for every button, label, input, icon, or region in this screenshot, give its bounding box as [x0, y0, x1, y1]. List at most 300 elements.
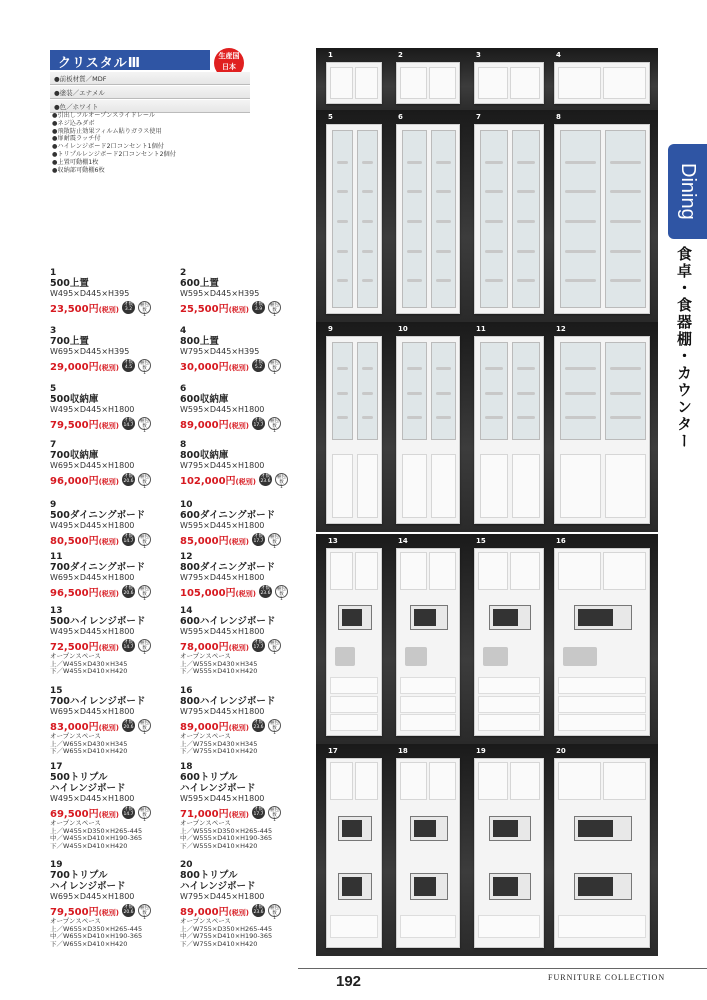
dishware [436, 392, 451, 395]
upper-door [558, 552, 601, 590]
dishware [610, 190, 641, 193]
cabinet [474, 124, 544, 314]
microwave [489, 605, 531, 629]
glass-door [480, 130, 508, 308]
tax-note: (税別) [98, 478, 119, 486]
product-name: 700トリプル ハイレンジボード [50, 870, 126, 892]
product-price [50, 805, 119, 820]
capacity-label: 才数 [124, 534, 133, 539]
product-name: 800ダイニングボード [180, 562, 276, 573]
product-dimensions: W695×D445×H1800 [50, 573, 135, 582]
product-number: 16 [180, 686, 193, 696]
dishware [337, 250, 348, 253]
capacity-value: 17.7 [253, 423, 264, 428]
capacity-value: 17.7 [253, 539, 264, 544]
tax-note: (税別) [235, 478, 256, 486]
price-value: 89,000円 [180, 722, 229, 733]
dishware [565, 250, 596, 253]
product-price [180, 532, 249, 547]
product-number: 20 [180, 860, 193, 870]
package-badge [138, 533, 151, 550]
open-space-spec: 上／W755×D350×H265-445 [180, 924, 273, 933]
open-space-spec: 上／W755×D430×H345 [180, 739, 258, 748]
category-tab-dining[interactable]: Dining [668, 144, 707, 239]
dishware [337, 392, 348, 395]
open-space-spec: オープンスペース [50, 732, 101, 740]
open-space-spec: オープンスペース [50, 652, 101, 660]
glass-door [605, 342, 646, 440]
capacity-value: 14.7 [123, 645, 134, 650]
price-value: 23,500円 [50, 304, 99, 315]
product-price [180, 416, 249, 431]
upper-door [478, 762, 508, 800]
rice-cooker [483, 647, 508, 666]
cabinet [474, 758, 544, 948]
price-row [50, 472, 180, 490]
product-item [180, 268, 310, 318]
price-value: 96,000円 [50, 476, 99, 487]
product-name: 600ハイレンジボード [180, 616, 276, 627]
drawer [558, 714, 646, 731]
upper-door [603, 762, 646, 800]
package-badge [138, 301, 151, 318]
package-label: 梱包数 [140, 587, 149, 597]
spec-finish: ●塗装／エナメル [50, 86, 250, 99]
dishware [337, 161, 348, 164]
tax-note: (税別) [98, 811, 119, 819]
price-row [50, 584, 180, 602]
dishware [485, 220, 503, 223]
capacity-label: 才数 [124, 720, 133, 725]
package-label: 梱包数 [270, 721, 279, 731]
upper-door [330, 552, 353, 590]
package-badge [138, 904, 151, 921]
dishware [485, 250, 503, 253]
dishware [362, 250, 373, 253]
dishware [436, 279, 451, 282]
upper-door [510, 552, 540, 590]
open-space-spec: オープンスペース [50, 819, 101, 827]
capacity-badge [252, 806, 265, 819]
capacity-value: 14.7 [123, 539, 134, 544]
capacity-badge [122, 473, 135, 486]
product-price [180, 472, 256, 487]
feature-item: ●トリプルレンジボード2口コンセント2個付 [52, 150, 176, 158]
product-price [180, 903, 249, 918]
capacity-badge [122, 301, 135, 314]
dishware [565, 416, 596, 419]
tax-note: (税別) [228, 364, 249, 372]
cabinet [554, 62, 650, 104]
capacity-value: 23.6 [260, 591, 271, 596]
package-badge [138, 719, 151, 736]
capacity-value: 23.6 [253, 725, 264, 730]
open-space-spec: 上／W555×D350×H265-445 [180, 826, 273, 835]
package-label: 梱包数 [270, 303, 279, 313]
dishware [485, 161, 503, 164]
open-space-spec: 下／W755×D410×H420 [180, 939, 258, 948]
dishware [485, 190, 503, 193]
open-space-spec: 上／W455×D350×H265-445 [50, 826, 143, 835]
product-number: 11 [50, 552, 63, 562]
cabinet [326, 124, 382, 314]
upper-door [429, 552, 456, 590]
upper-door [330, 762, 353, 800]
glass-door [332, 342, 353, 440]
capacity-value: 20.6 [123, 591, 134, 596]
package-value: 1 [273, 313, 276, 318]
capacity-label: 才数 [124, 905, 133, 910]
price-value: 89,000円 [180, 907, 229, 918]
capacity-badge [122, 359, 135, 372]
product-dimensions: W595×D445×H1800 [180, 794, 265, 803]
cabinet [554, 758, 650, 948]
microwave [338, 605, 372, 629]
dishware [517, 367, 535, 370]
package-badge [138, 806, 151, 823]
product-number: 13 [50, 606, 63, 616]
dishware [407, 250, 422, 253]
package-value: 1 [273, 371, 276, 376]
drawer [558, 677, 646, 694]
rice-cooker [563, 647, 597, 666]
dishware [337, 279, 348, 282]
spec-material: ●前板材質／MDF [50, 72, 250, 85]
product-price [180, 638, 249, 653]
product-item [50, 326, 180, 376]
tax-note: (税別) [98, 422, 119, 430]
dishware [565, 367, 596, 370]
spec-color: ●色／ホワイト [50, 100, 250, 113]
price-value: 83,000円 [50, 722, 99, 733]
package-label: 梱包数 [276, 587, 286, 597]
package-badge [268, 639, 281, 656]
tax-note: (税別) [228, 422, 249, 430]
dishware [436, 416, 451, 419]
cabinet [326, 548, 382, 736]
open-space-spec: 上／W455×D430×H345 [50, 659, 128, 668]
oven [410, 873, 448, 900]
tax-note: (税別) [228, 909, 249, 917]
price-value: 79,500円 [50, 907, 99, 918]
capacity-badge [252, 359, 265, 372]
dishware [407, 279, 422, 282]
capacity-label: 才数 [260, 474, 270, 479]
dishware [610, 279, 641, 282]
product-dimensions: W695×D445×H1800 [50, 892, 135, 901]
glass-door [560, 130, 601, 308]
product-price [180, 805, 249, 820]
capacity-badge [252, 639, 265, 652]
capacity-label: 才数 [124, 807, 133, 812]
capacity-label: 才数 [254, 534, 263, 539]
series-title: クリスタルⅢ [50, 50, 210, 70]
dishware [485, 416, 503, 419]
package-label: 梱包数 [140, 721, 149, 731]
capacity-value: 23.6 [253, 910, 264, 915]
dishware [517, 416, 535, 419]
price-row [50, 358, 180, 376]
tax-note: (税別) [228, 538, 249, 546]
dishware [337, 416, 348, 419]
package-value: 1 [280, 485, 283, 490]
upper-door [400, 552, 427, 590]
open-space-spec: オープンスペース [180, 732, 231, 740]
capacity-badge [259, 585, 272, 598]
dishware [565, 392, 596, 395]
product-dimensions: W695×D445×H1800 [50, 707, 135, 716]
capacity-label: 才数 [254, 360, 263, 365]
capacity-badge [122, 639, 135, 652]
dishware [485, 367, 503, 370]
upper-door [478, 552, 508, 590]
package-label: 梱包数 [140, 808, 149, 818]
capacity-value: 4.5 [124, 365, 133, 370]
tax-note: (税別) [228, 306, 249, 314]
package-badge [268, 359, 281, 376]
cabinet [326, 336, 382, 524]
photo-label: 18 [398, 747, 408, 755]
package-value: 1 [273, 429, 276, 434]
product-price [50, 638, 119, 653]
photo-label: 9 [328, 325, 333, 333]
cabinet [474, 62, 544, 104]
tax-note: (税別) [228, 644, 249, 652]
capacity-badge [122, 417, 135, 430]
dishware [407, 416, 422, 419]
cabinet [396, 758, 460, 948]
dishware [362, 416, 373, 419]
product-number: 17 [50, 762, 63, 772]
dishware [610, 161, 641, 164]
package-badge [275, 473, 288, 490]
open-space-spec: 下／W455×D410×H420 [50, 841, 128, 850]
product-dimensions: W495×D445×H395 [50, 289, 130, 298]
glass-door [480, 342, 508, 440]
cabinet [554, 336, 650, 524]
package-label: 梱包数 [270, 906, 279, 916]
package-badge [275, 585, 288, 602]
capacity-badge [252, 301, 265, 314]
dishware [517, 190, 535, 193]
open-space-spec: オープンスペース [180, 917, 231, 925]
tax-note: (税別) [98, 909, 119, 917]
feature-item: ●扉耐震ラッチ付 [52, 135, 101, 143]
page-number: 192 [336, 973, 362, 990]
upper-door [400, 762, 427, 800]
capacity-value: 20.6 [123, 479, 134, 484]
product-name: 600トリプル ハイレンジボード [180, 772, 256, 794]
package-badge [138, 359, 151, 376]
package-label: 梱包数 [270, 808, 279, 818]
package-label: 梱包数 [270, 361, 279, 371]
package-value: 1 [143, 916, 146, 921]
product-number: 1 [50, 268, 57, 278]
package-label: 梱包数 [140, 303, 149, 313]
product-item [50, 440, 180, 490]
feature-item: ●ハイレンジボード2口コンセント1個付 [52, 143, 164, 151]
microwave [489, 816, 531, 841]
capacity-value: 23.6 [260, 479, 271, 484]
product-number: 19 [50, 860, 63, 870]
product-item [50, 762, 180, 850]
open-space-spec: 上／W655×D350×H265-445 [50, 924, 143, 933]
capacity-label: 才数 [254, 418, 263, 423]
feature-item: ●飛散防止効果フィルム貼りガラス使用 [52, 127, 162, 135]
cabinet [554, 548, 650, 736]
dishware [436, 220, 451, 223]
capacity-label: 才数 [124, 360, 133, 365]
drawer [330, 677, 378, 694]
dishware [436, 161, 451, 164]
package-label: 梱包数 [276, 475, 286, 485]
footer-brand: FURNITURE COLLECTION [548, 973, 666, 982]
price-row [50, 416, 180, 434]
upper-door [355, 552, 378, 590]
tax-note: (税別) [98, 538, 119, 546]
capacity-value: 3.9 [254, 307, 263, 312]
product-price [50, 472, 119, 487]
glass-door [357, 342, 378, 440]
photo-label: 14 [398, 537, 408, 545]
drawer [558, 915, 646, 938]
product-price [50, 416, 119, 431]
cabinet [326, 62, 382, 104]
capacity-label: 才数 [124, 302, 133, 307]
dishware [517, 392, 535, 395]
photo-label: 20 [556, 747, 566, 755]
rice-cooker [335, 647, 355, 666]
capacity-badge [252, 533, 265, 546]
upper-door [429, 762, 456, 800]
lower-door [560, 454, 601, 518]
price-value: 80,500円 [50, 536, 99, 547]
product-name: 500ダイニングボード [50, 510, 146, 521]
product-name: 600上置 [180, 278, 219, 289]
product-item [180, 500, 310, 550]
glass-door [512, 342, 540, 440]
lower-door [480, 454, 508, 518]
product-name: 800ハイレンジボード [180, 696, 276, 707]
capacity-label: 才数 [124, 586, 133, 591]
product-name: 700ハイレンジボード [50, 696, 146, 707]
capacity-badge [122, 719, 135, 732]
tax-note: (税別) [98, 306, 119, 314]
package-badge [268, 719, 281, 736]
price-value: 29,000円 [50, 362, 99, 373]
drawer [330, 714, 378, 731]
product-price [50, 903, 119, 918]
dishware [436, 367, 451, 370]
dishware [610, 392, 641, 395]
drawer [478, 677, 540, 694]
package-value: 1 [143, 818, 146, 823]
drawer [400, 915, 456, 938]
drawer [478, 915, 540, 938]
price-row [180, 416, 310, 434]
oven [489, 873, 531, 900]
product-name: 700ダイニングボード [50, 562, 146, 573]
dishware [407, 220, 422, 223]
package-value: 1 [273, 916, 276, 921]
product-dimensions: W595×D445×H1800 [180, 627, 265, 636]
price-row [180, 532, 310, 550]
dishware [565, 279, 596, 282]
capacity-value: 14.7 [123, 423, 134, 428]
capacity-badge [259, 473, 272, 486]
dishware [407, 161, 422, 164]
rice-cooker [405, 647, 427, 666]
package-badge [268, 301, 281, 318]
price-row [50, 300, 180, 318]
tax-note: (税別) [228, 811, 249, 819]
package-label: 梱包数 [140, 475, 149, 485]
price-row [180, 584, 310, 602]
open-space-spec: オープンスペース [180, 819, 231, 827]
package-badge [268, 806, 281, 823]
open-space-spec: 中／W455×D410×H190-365 [50, 834, 143, 842]
price-value: 25,500円 [180, 304, 229, 315]
microwave [410, 605, 448, 629]
capacity-badge [122, 585, 135, 598]
lower-door [512, 454, 540, 518]
package-badge [138, 417, 151, 434]
price-value: 78,000円 [180, 642, 229, 653]
dishware [337, 367, 348, 370]
product-number: 10 [180, 500, 193, 510]
product-item [50, 384, 180, 434]
dishware [565, 161, 596, 164]
price-value: 96,500円 [50, 588, 99, 599]
feature-item: ●上置可動棚1枚 [52, 158, 99, 166]
product-item [180, 440, 310, 490]
microwave [574, 816, 632, 841]
origin-badge-country: 日本 [222, 63, 236, 71]
capacity-label: 才数 [260, 586, 270, 591]
footer-divider [298, 968, 707, 969]
package-value: 1 [273, 731, 276, 736]
photo-label: 1 [328, 51, 333, 59]
dishware [337, 190, 348, 193]
drawer [478, 696, 540, 713]
product-number: 9 [50, 500, 57, 510]
cabinet [474, 336, 544, 524]
package-badge [138, 585, 151, 602]
drawer [400, 677, 456, 694]
package-value: 1 [143, 371, 146, 376]
photo-label: 6 [398, 113, 403, 121]
product-name: 700上置 [50, 336, 89, 347]
price-value: 79,500円 [50, 420, 99, 431]
product-name: 600収納庫 [180, 394, 229, 405]
open-space-spec: 下／W555×D410×H420 [180, 841, 258, 850]
open-space-spec: 下／W755×D410×H420 [180, 747, 258, 755]
product-item [50, 860, 180, 948]
dishware [485, 279, 503, 282]
dishware [362, 279, 373, 282]
feature-item: ●収納部可動棚6枚 [52, 166, 105, 174]
package-badge [268, 904, 281, 921]
lower-door [357, 454, 378, 518]
package-value: 1 [280, 597, 283, 602]
cabinet [396, 124, 460, 314]
dishware [407, 190, 422, 193]
cabinet [326, 758, 382, 948]
product-price [180, 300, 249, 315]
drawer [558, 696, 646, 713]
package-value: 1 [273, 651, 276, 656]
dishware [517, 250, 535, 253]
